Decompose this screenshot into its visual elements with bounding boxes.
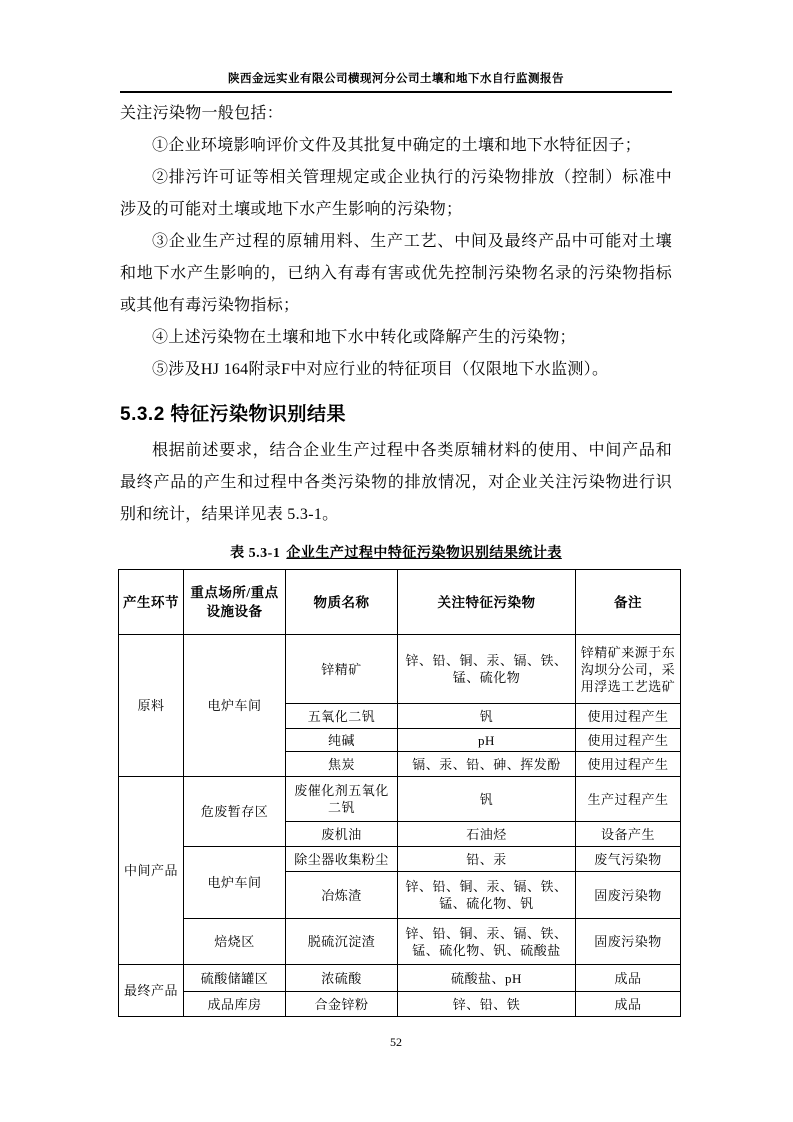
cell-substance: 纯碱 <box>286 729 398 752</box>
cell-note: 使用过程产生 <box>576 752 681 777</box>
table-row <box>119 847 681 872</box>
cell-substance: 合金锌粉 <box>286 992 398 1017</box>
table-row <box>119 992 681 1017</box>
list-item-4: ④上述污染物在土壤和地下水中转化或降解产生的污染物； <box>152 329 576 346</box>
col-header-substance: 物质名称 <box>286 570 398 635</box>
cell-note: 成品 <box>576 965 681 992</box>
col-header-stage: 产生环节 <box>119 570 184 635</box>
cell-substance: 冶炼渣 <box>286 872 398 919</box>
cell-site: 硫酸储罐区 <box>184 965 286 992</box>
page-header-title: 陕西金远实业有限公司横现河分公司土壤和地下水自行监测报告 <box>228 73 564 85</box>
cell-note: 设备产生 <box>576 822 681 847</box>
table-caption-number: 表 5.3-1 <box>230 546 281 561</box>
cell-pollutants: 钒 <box>398 777 576 822</box>
cell-pollutants: 石油烃 <box>398 822 576 847</box>
cell-note: 废气污染物 <box>576 847 681 872</box>
table-row <box>119 919 681 965</box>
table-row <box>119 777 681 822</box>
table-row <box>119 965 681 992</box>
cell-note: 生产过程产生 <box>576 777 681 822</box>
list-item-2: ②排污许可证等相关管理规定或企业执行的污染物排放（控制）标准中涉及的可能对土壤或地下水产生影响的污染物； <box>120 169 672 218</box>
cell-stage: 原料 <box>119 635 184 777</box>
cell-site: 焙烧区 <box>184 919 286 965</box>
page-number: 52 <box>390 1035 402 1049</box>
col-header-pollutants: 关注特征污染物 <box>398 570 576 635</box>
cell-site: 电炉车间 <box>184 847 286 919</box>
cell-note: 成品 <box>576 992 681 1017</box>
cell-pollutants: 镉、汞、铅、砷、挥发酚 <box>398 752 576 777</box>
cell-substance: 废催化剂五氧化二钒 <box>286 777 398 822</box>
page-header <box>120 70 672 93</box>
cell-pollutants: 铅、汞 <box>398 847 576 872</box>
col-header-site: 重点场所/重点设施设备 <box>184 570 286 635</box>
cell-pollutants: 锌、铅、铜、汞、镉、铁、锰、硫化物、钒 <box>398 872 576 919</box>
body-text <box>120 98 672 531</box>
cell-pollutants: 硫酸盐、pH <box>398 965 576 992</box>
cell-note: 固废污染物 <box>576 919 681 965</box>
section-heading: 5.3.2 特征污染物识别结果 <box>120 404 347 425</box>
cell-substance: 废机油 <box>286 822 398 847</box>
cell-substance: 五氧化二钒 <box>286 704 398 729</box>
cell-substance: 焦炭 <box>286 752 398 777</box>
list-item-5: ⑤涉及HJ 164附录F中对应行业的特征项目（仅限地下水监测）。 <box>152 361 609 378</box>
cell-site: 危废暂存区 <box>184 777 286 847</box>
cell-substance: 浓硫酸 <box>286 965 398 992</box>
cell-note: 固废污染物 <box>576 872 681 919</box>
cell-pollutants: 锌、铅、铁 <box>398 992 576 1017</box>
cell-stage: 最终产品 <box>119 965 184 1017</box>
table-caption-title: 企业生产过程中特征污染物识别结果统计表 <box>286 546 562 561</box>
table-caption <box>120 542 672 562</box>
cell-substance: 脱硫沉淀渣 <box>286 919 398 965</box>
list-item-3: ③企业生产过程的原辅用料、生产工艺、中间及最终产品中可能对土壤和地下水产生影响的，已纳入有毒有害或优先控制污染物名录的污染物指标或其他有毒污染物指标； <box>120 233 672 314</box>
table-header-row <box>119 570 681 635</box>
col-header-note: 备注 <box>576 570 681 635</box>
cell-pollutants: 钒 <box>398 704 576 729</box>
section-paragraph: 根据前述要求，结合企业生产过程中各类原辅材料的使用、中间产品和最终产品的产生和过程中各类污染物的排放情况，对企业关注污染物进行识别和统计，结果详见表 5.3-1。 <box>120 442 672 523</box>
table-row <box>119 635 681 704</box>
cell-pollutants: 锌、铅、铜、汞、镉、铁、锰、硫化物、钒、硫酸盐 <box>398 919 576 965</box>
pollutant-identification-table <box>118 569 681 1017</box>
cell-pollutants: 锌、铅、铜、汞、镉、铁、锰、硫化物 <box>398 635 576 704</box>
cell-note: 使用过程产生 <box>576 729 681 752</box>
cell-site: 成品库房 <box>184 992 286 1017</box>
cell-note: 锌精矿来源于东沟坝分公司，采用浮选工艺选矿 <box>576 635 681 704</box>
paragraph-intro: 关注污染物一般包括： <box>120 105 284 122</box>
cell-pollutants: pH <box>398 729 576 752</box>
cell-note: 使用过程产生 <box>576 704 681 729</box>
list-item-1: ①企业环境影响评价文件及其批复中确定的土壤和地下水特征因子； <box>152 137 642 154</box>
cell-substance: 锌精矿 <box>286 635 398 704</box>
cell-stage: 中间产品 <box>119 777 184 965</box>
cell-substance: 除尘器收集粉尘 <box>286 847 398 872</box>
cell-site: 电炉车间 <box>184 635 286 777</box>
